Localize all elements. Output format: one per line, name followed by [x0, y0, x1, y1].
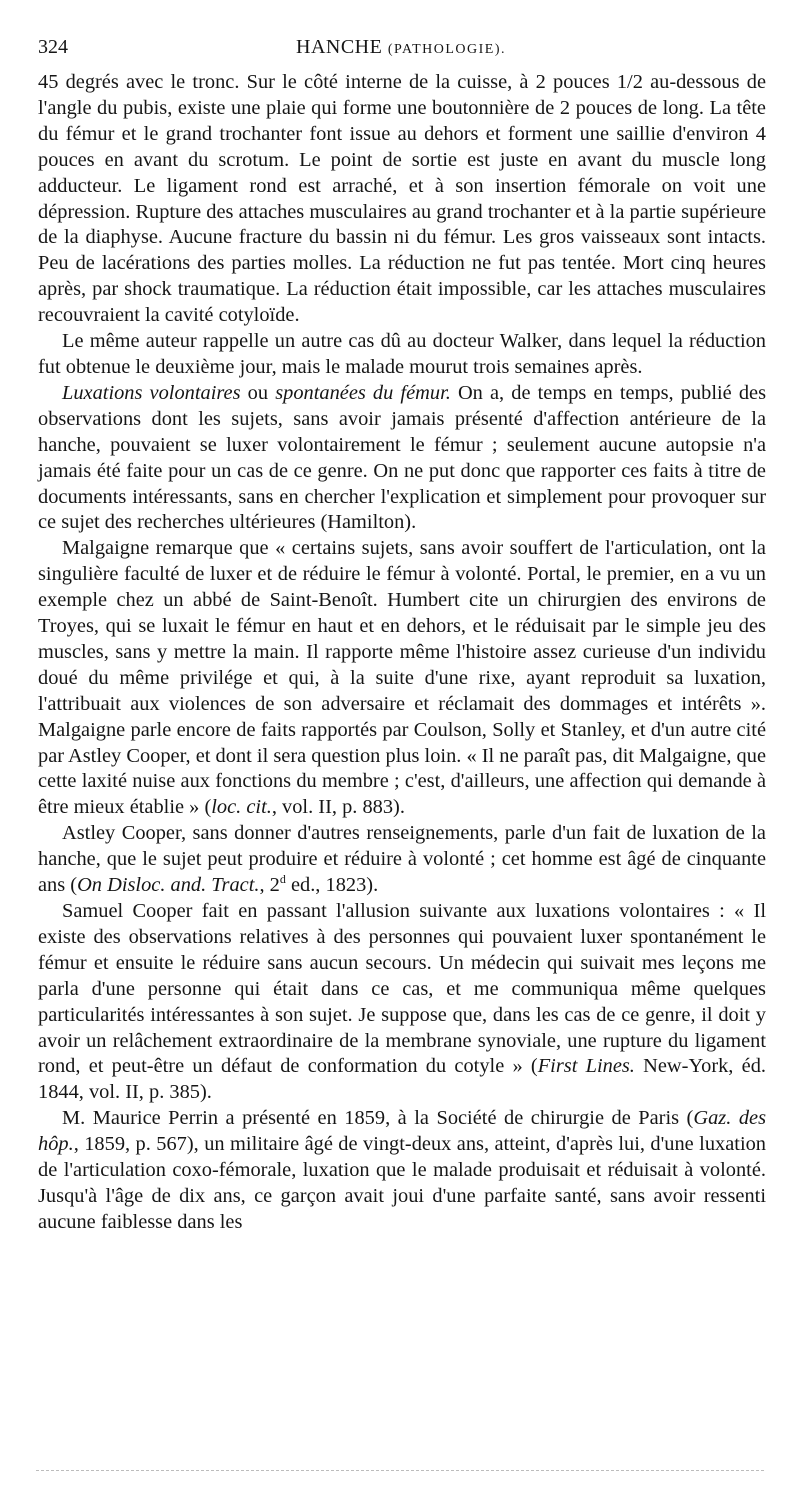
paragraph	[38, 1106, 766, 1236]
text-run: , 2	[259, 874, 280, 897]
text-run: ed., 1823).	[285, 874, 379, 897]
text-run: , 1859, p. 567), un militaire âgé de vingt-deux ans, atteint, d'après lui, d'une luxation de l'articulation coxo-fémorale, luxation que le malade produisait et réduisait à volonté. Jusqu'à l'âge de dix ans, ce garçon avait joui d'une parfaite santé, sans avoir ressenti aucune faiblesse dans les	[38, 1133, 766, 1233]
footer-rule	[36, 1470, 764, 1471]
paragraph	[38, 899, 766, 1106]
paragraph	[38, 536, 766, 821]
italic-text: loc. cit.	[211, 796, 272, 819]
text-run: , vol. II, p. 883).	[271, 796, 405, 819]
text-run: 45 degrés avec le tronc. Sur le côté interne de la cuisse, à 2 pouces 1/2 au-dessous de l'angle du pubis, existe une plaie qui forme une boutonnière de 2 pouces de long. La tête du fémur et le grand trochanter font issue au dehors et forment une saillie d'environ 4 pouces en avant du scrotum. Le point de sortie est juste en avant du muscle long adducteur. Le ligament rond est arraché, et à son insertion fémorale on voit une dépression. Rupture des attaches musculaires au grand trochanter et à la partie supérieure de la diaphyse. Aucune fracture du bassin ni du fémur. Les gros vaisseaux sont intacts. Peu de lacérations des parties molles. La réduction ne fut pas tentée. Mort cinq heures après, par shock traumatique. La réduction était impossible, car les attaches musculaires recouvraient la cavité cotyloïde.	[38, 71, 766, 327]
text-run: M. Maurice Perrin a présenté en 1859, à la Société de chirurgie de Paris (	[62, 1107, 694, 1130]
text-run: Astley Cooper, sans donner d'autres renseignements, parle d'un fait de luxation de la hanche, que le sujet peut produire et réduire à volonté ; cet homme est âgé de cinquante ans (	[38, 822, 766, 897]
body-text	[38, 70, 766, 1236]
running-title-subtitle: (PATHOLOGIE).	[387, 42, 506, 57]
italic-text: On Disloc. and. Tract.	[77, 874, 260, 897]
text-run: Samuel Cooper fait en passant l'allusion suivante aux luxations volontaires : « Il existe des observations relatives à des personnes qui pouvaient luxer spontanément le fémur et ensuite le réduire sans aucun secours. Un médecin qui suivait mes leçons me parla d'une personne qui était dans ce cas, et me communiqua même quelques particularités intéressantes à son sujet. Je suppose que, dans les cas de ce genre, il doit y avoir un relâchement extraordinaire de la membrane synoviale, une rupture du ligament rond, et peut-être un défaut de conformation du cotyle » (	[38, 900, 766, 1078]
italic-text: spontanées du fémur.	[275, 381, 451, 404]
running-head	[38, 30, 764, 64]
running-title-main: HANCHE	[296, 36, 383, 58]
paragraph	[38, 381, 766, 536]
italic-text: Gaz. des hôp.	[38, 1107, 767, 1156]
running-title	[38, 30, 764, 67]
paragraph	[38, 329, 766, 381]
text-run: New-York, éd. 1844, vol. II, p. 385).	[38, 1055, 766, 1104]
paragraph	[38, 821, 766, 899]
text-run: ou	[240, 381, 276, 404]
page-number: 324	[38, 36, 68, 58]
superscript-text: d	[279, 872, 286, 887]
text-run: Le même auteur rappelle un autre cas dû au docteur Walker, dans lequel la réduction fut obtenue le deuxième jour, mais le malade mourut trois semaines après.	[38, 330, 766, 378]
italic-text: First Lines.	[537, 1055, 635, 1078]
text-run: Malgaigne remarque que « certains sujets, sans avoir souffert de l'articulation, ont la singulière faculté de luxer et de réduire le fémur à volonté. Portal, le premier, en a vu un exemple chez un abbé de Saint-Benoît. Humbert cite un chirurgien des environs de Troyes, qui se luxait le fémur en haut et en dehors, et le réduisait par le simple jeu des muscles, sans y mettre la main. Il rapporte même l'histoire assez curieuse d'un individu doué du même privilége et qui, à la suite d'une rixe, ayant reproduit sa luxation, l'attribuait aux violences de son adversaire et réclamait des dommages et intérêts ». Malgaigne parle encore de faits rapportés par Coulson, Solly et Stanley, et d'un autre cité par Astley Cooper, et dont il sera question plus loin. « Il ne paraît pas, dit Malgaigne, que cette laxité nuise aux fonctions du membre ; c'est, d'ailleurs, une affection qui demande à être mieux établie » (	[38, 537, 766, 819]
text-run: On a, de temps en temps, publié des observations dont les sujets, sans avoir jamais présenté d'affection antérieure de la hanche, pouvaient se luxer volontairement le fémur ; seulement aucune autopsie n'a jamais été faite pour un cas de ce genre. On ne put donc que rapporter ces faits à titre de documents intéressants, sans en chercher l'explication et simplement pour provoquer sur ce sujet des recherches ultérieures (Hamilton).	[38, 381, 767, 534]
paragraph	[38, 70, 766, 329]
italic-text: Luxations volontaires	[62, 381, 241, 404]
